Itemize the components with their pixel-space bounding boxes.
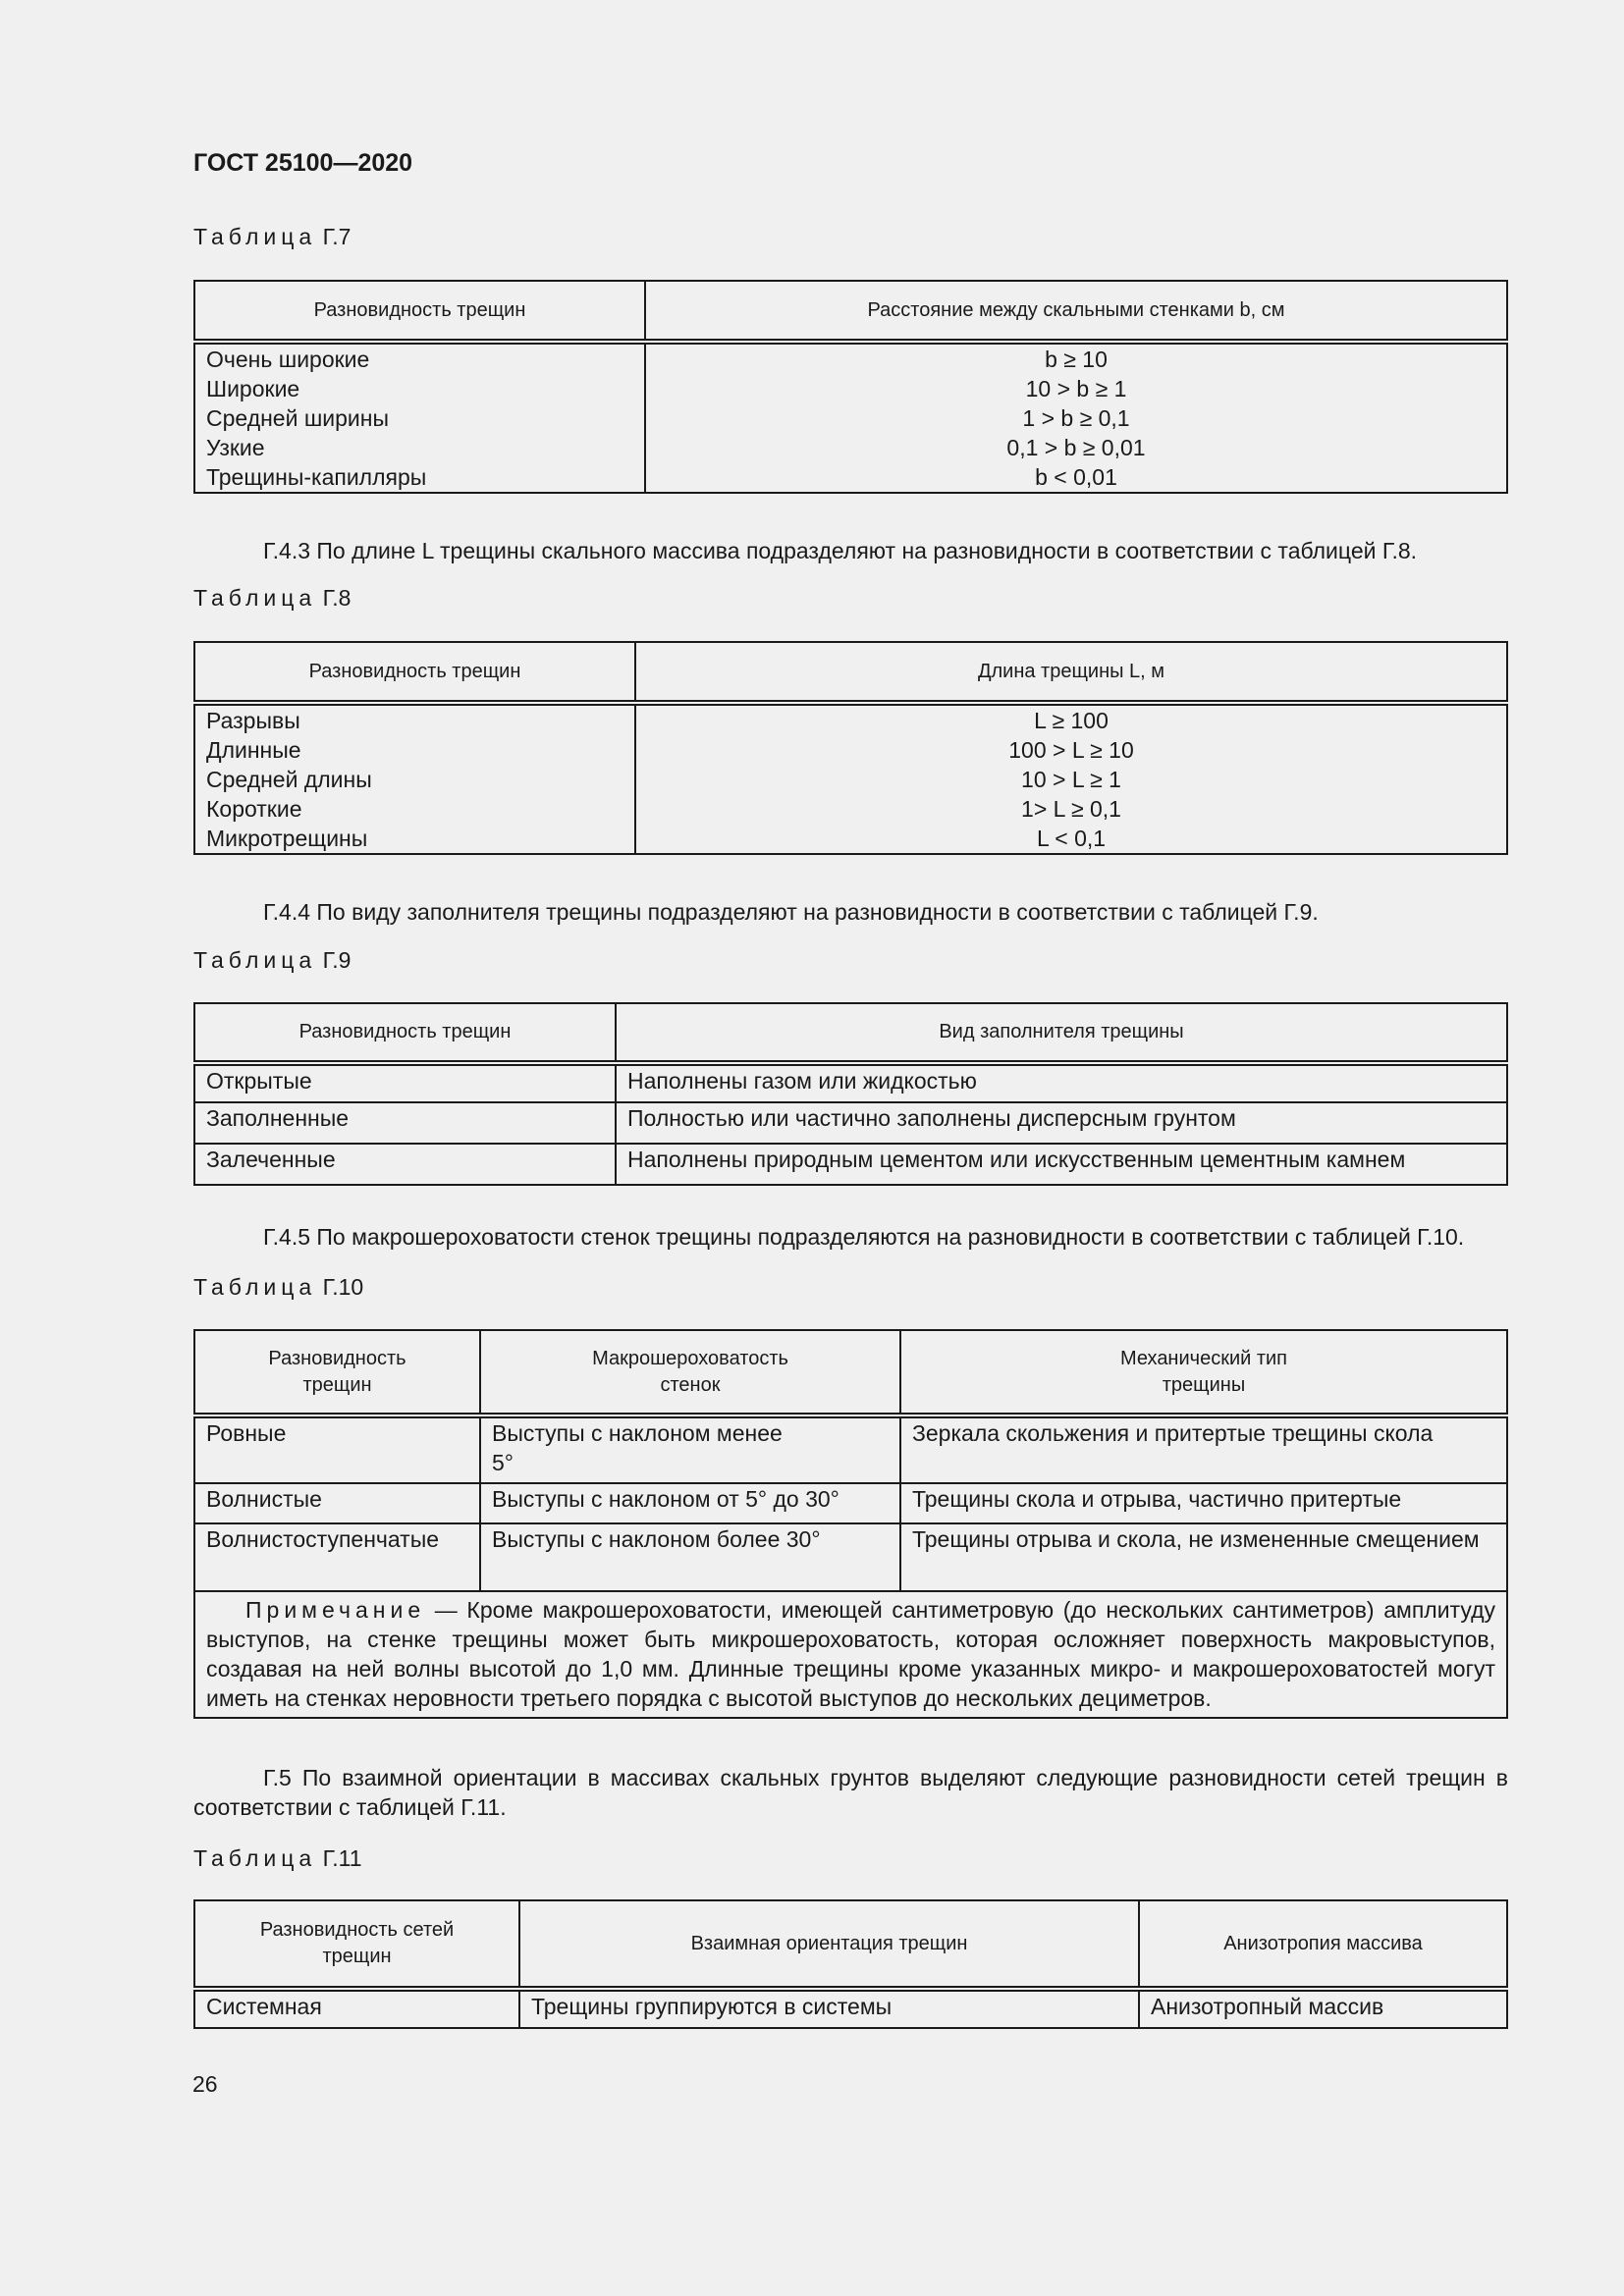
caption-label: Таблица — [193, 1845, 317, 1871]
filler-cell: Наполнены природным цементом или искусственным цементным камнем — [616, 1144, 1507, 1185]
table-row — [194, 1144, 1507, 1185]
crack-type-cell: Ровные — [194, 1415, 480, 1483]
crack-type-cell: Трещины-капилляры — [206, 464, 427, 490]
wall-distance-cell: b ≥ 10 — [1045, 347, 1108, 372]
table-g11-caption — [193, 1845, 362, 1872]
table-row — [194, 1483, 1507, 1523]
crack-length-cell: 100 > L ≥ 10 — [1008, 737, 1134, 763]
roughness-cell: Выступы с наклоном менее 5° — [480, 1415, 900, 1483]
header-line: Макрошероховатость — [592, 1347, 788, 1369]
wall-distance-cell: 0,1 > b ≥ 0,01 — [1006, 435, 1146, 460]
table-g7 — [193, 280, 1508, 494]
filler-cell: Полностью или частично заполнены дисперсным грунтом — [616, 1102, 1507, 1144]
note-row — [194, 1591, 1507, 1718]
caption-number: Г.8 — [322, 585, 352, 611]
wall-distance-cell: b < 0,01 — [1035, 464, 1117, 490]
header-crack-length: Длина трещины L, м — [635, 642, 1507, 703]
header-crack-type: Разновидность трещин — [194, 281, 645, 342]
orientation-cell: Трещины группируются в системы — [519, 1989, 1139, 2028]
crack-length-cell: L < 0,1 — [1036, 826, 1107, 851]
document-title: ГОСТ 25100—2020 — [193, 149, 413, 177]
caption-number: Г.10 — [322, 1274, 364, 1300]
caption-number: Г.11 — [322, 1845, 362, 1871]
header-line: трещин — [322, 1946, 392, 1967]
header-wall-distance: Расстояние между скальными стенками b, см — [645, 281, 1507, 342]
header-line: Разновидность — [268, 1347, 406, 1369]
caption-label: Таблица — [193, 947, 317, 973]
crack-length-cell: 10 > L ≥ 1 — [1021, 767, 1121, 792]
paragraph-g4-5: Г.4.5 По макрошероховатости стенок трещины подразделяются на разновидности в соответствии с таблицей Г.10. — [263, 1224, 1465, 1250]
table-g8-caption — [193, 585, 351, 612]
mechanical-type-cell: Трещины скола и отрыва, частично притертые — [900, 1483, 1507, 1523]
header-filler-type: Вид заполнителя трещины — [616, 1003, 1507, 1063]
table-row — [194, 342, 1507, 493]
table-row — [194, 1523, 1507, 1591]
header-crack-type — [194, 1330, 480, 1415]
crack-length-cell: 1> L ≥ 0,1 — [1021, 796, 1121, 822]
caption-label: Таблица — [193, 1274, 317, 1300]
filler-cell: Наполнены газом или жидкостью — [616, 1063, 1507, 1102]
header-line: Разновидность сетей — [259, 1919, 455, 1941]
table-g8 — [193, 641, 1508, 855]
caption-number: Г.9 — [322, 947, 352, 973]
header-anisotropy: Анизотропия массива — [1139, 1900, 1507, 1989]
caption-number: Г.7 — [322, 224, 352, 249]
crack-type-cell: Узкие — [206, 435, 265, 460]
table-note — [194, 1591, 1507, 1718]
crack-type-cell: Очень широкие — [206, 347, 370, 372]
caption-label: Таблица — [193, 224, 317, 249]
crack-type-cell: Открытые — [194, 1063, 616, 1102]
header-mechanical-type — [900, 1330, 1507, 1415]
crack-type-cell: Волнистоступенчатые — [194, 1523, 480, 1591]
crack-type-cell: Микротрещины — [206, 826, 368, 851]
caption-label: Таблица — [193, 585, 317, 611]
crack-type-cell: Заполненные — [194, 1102, 616, 1144]
crack-type-cell: Длинные — [206, 737, 301, 763]
crack-type-column — [194, 703, 635, 854]
table-g11 — [193, 1899, 1508, 2029]
page-number: 26 — [192, 2071, 218, 2097]
mechanical-type-cell: Трещины отрыва и скола, не измененные смещением — [900, 1523, 1507, 1591]
header-crack-type: Разновидность трещин — [194, 642, 635, 703]
crack-type-column — [194, 342, 645, 493]
wall-distance-column — [645, 342, 1507, 493]
table-row — [194, 1989, 1507, 2028]
header-line: трещины — [1162, 1373, 1246, 1396]
table-g10 — [193, 1329, 1508, 1719]
paragraph-g5: Г.5 По взаимной ориентации в массивах скальных грунтов выделяют следующие разновидности сетей трещин в соответствии с таблицей Г.11. — [193, 1765, 1508, 1820]
header-orientation: Взаимная ориентация трещин — [519, 1900, 1139, 1989]
header-line: Механический тип — [1119, 1347, 1288, 1369]
roughness-cell: Выступы с наклоном более 30° — [480, 1523, 900, 1591]
crack-length-column — [635, 703, 1507, 854]
header-line: трещин — [302, 1373, 372, 1396]
wall-distance-cell: 10 > b ≥ 1 — [1025, 376, 1127, 401]
wall-distance-cell: 1 > b ≥ 0,1 — [1022, 405, 1130, 431]
crack-type-cell: Волнистые — [194, 1483, 480, 1523]
paragraph-g4-4: Г.4.4 По виду заполнителя трещины подразделяют на разновидности в соответствии с таблицей Г.9. — [263, 899, 1319, 925]
header-crack-type: Разновидность трещин — [194, 1003, 616, 1063]
table-g10-caption — [193, 1274, 363, 1301]
header-line: стенок — [660, 1373, 721, 1396]
roughness-cell: Выступы с наклоном от 5° до 30° — [480, 1483, 900, 1523]
header-network-type — [194, 1900, 519, 1989]
anisotropy-cell: Анизотропный массив — [1139, 1989, 1507, 2028]
crack-type-cell: Разрывы — [206, 708, 300, 733]
table-g9 — [193, 1002, 1508, 1186]
mechanical-type-cell: Зеркала скольжения и притертые трещины скола — [900, 1415, 1507, 1483]
table-row — [194, 1102, 1507, 1144]
crack-type-cell: Короткие — [206, 796, 302, 822]
header-macroroughness — [480, 1330, 900, 1415]
crack-type-cell: Залеченные — [194, 1144, 616, 1185]
crack-type-cell: Средней ширины — [206, 405, 390, 431]
paragraph-g4-3: Г.4.3 По длине L трещины скального массива подразделяют на разновидности в соответствии с таблицей Г.8. — [263, 538, 1418, 563]
table-g9-caption — [193, 947, 351, 974]
table-row — [194, 1063, 1507, 1102]
crack-type-cell: Средней длины — [206, 767, 372, 792]
network-type-cell: Системная — [194, 1989, 519, 2028]
crack-length-cell: L ≥ 100 — [1034, 708, 1109, 733]
crack-type-cell: Широкие — [206, 376, 300, 401]
table-row — [194, 1415, 1507, 1483]
note-text: — Кроме макрошероховатости, имеющей сантиметровую (до нескольких сантиметров) амплитуду выступов, на стенке трещины может быть микрошероховатость, которая осложняет поверхность макровыступов, создавая на ней волны высотой до 1,0 мм. Длинные трещины кроме указанных микро- и макрошероховатостей могут иметь на стенках неровности третьего порядка с высотой выступов до нескольких дециметров. — [206, 1597, 1495, 1711]
table-row — [194, 703, 1507, 854]
table-g7-caption — [193, 224, 351, 250]
note-label: Примечание — [245, 1597, 426, 1623]
